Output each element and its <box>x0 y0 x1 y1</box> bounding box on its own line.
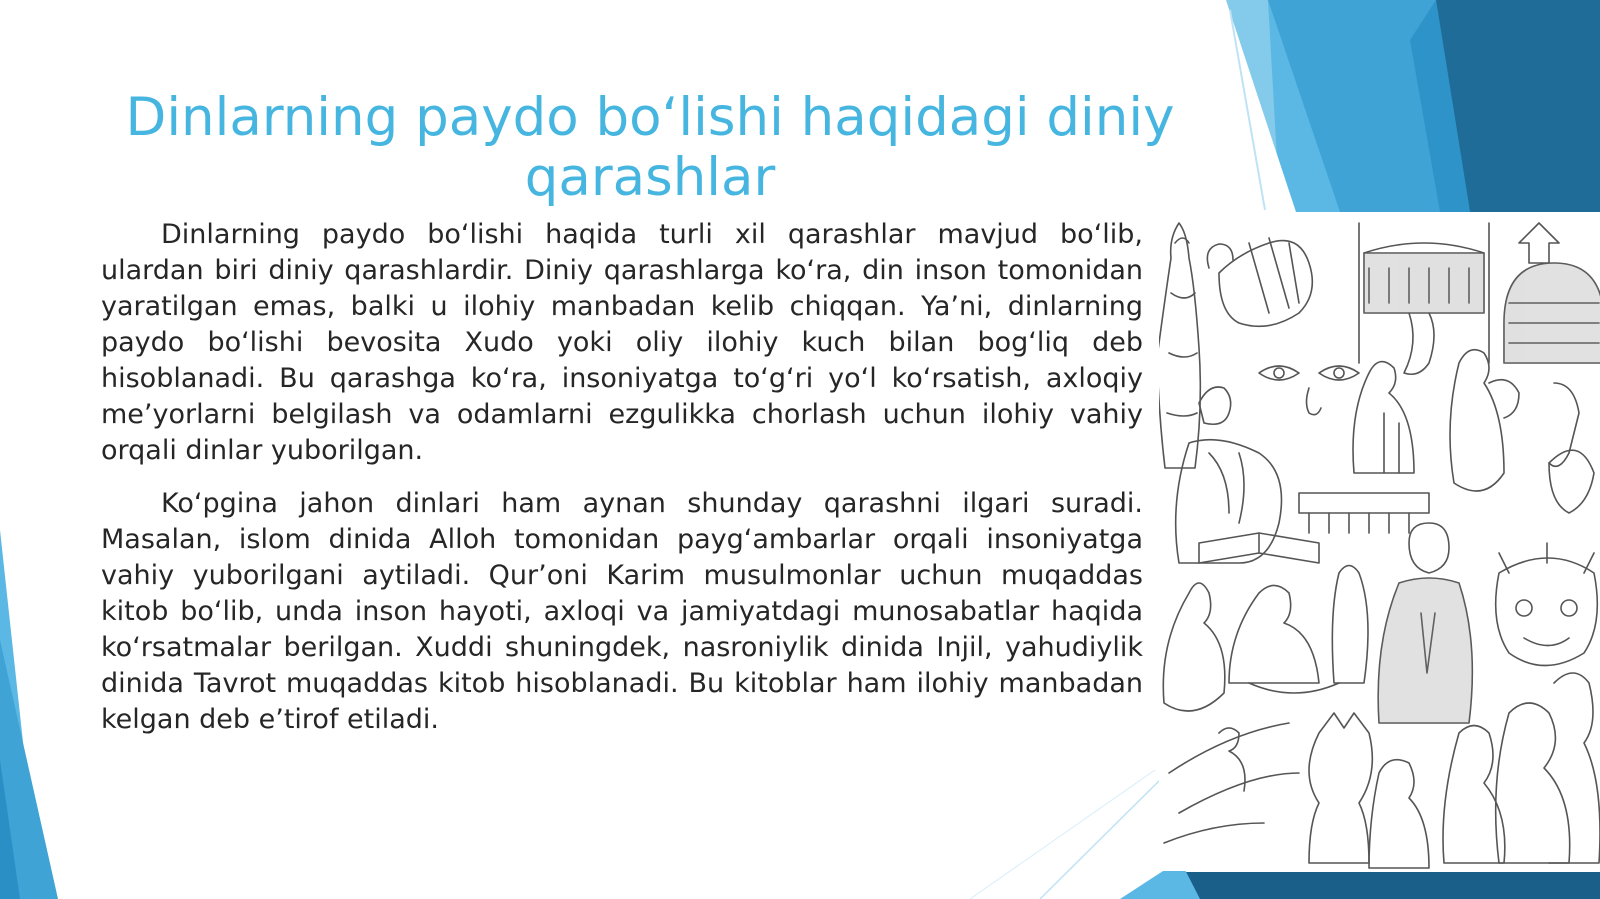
sketch-collage-icon <box>1159 213 1600 871</box>
paragraph-2: Ko‘pgina jahon dinlari ham aynan shunday qarashni ilgari suradi. Masalan, islom dinida Alloh tomonidan payg‘ambarlar orqali insoniyatga vahiy yuborilgani aytiladi. Qur’oni Karim musulmonlar uchun muqaddas kitob bo‘lib, unda inson hayoti, axloqi va jamiyatdagi munosabatlar haqida ko‘rsatmalar berilgan. Xuddi shuningdek, nasroniylik dinida Injil, yahudiylik dinida Tavrot muqaddas kitob hisoblanadi. Bu kitoblar ham ilohiy manbadan kelgan deb e’tirof etiladi. <box>101 488 1143 735</box>
slide-body <box>101 217 1143 755</box>
slide-title: Dinlarning paydo bo‘lishi haqidagi diniy qarashlar <box>125 87 1175 208</box>
religious-figures-sketch-image <box>1159 213 1600 871</box>
paragraph-1: Dinlarning paydo bo‘lishi haqida turli xil qarashlar mavjud bo‘lib, ulardan biri diniy qarashlardir. Diniy qarashlarga ko‘ra, din inson tomonidan yaratilgan emas, balki u ilohiy manbadan kelib chiqqan. Ya’ni, dinlarning paydo bo‘lishi bevosita Xudo yoki oliy ilohiy kuch bilan bog‘liq deb hisoblanadi. Bu qarashga ko‘ra, insoniyatga to‘g‘ri yo‘l ko‘rsatish, axloqiy me’yorlarni belgilash va odamlarni ezgulikka chorlash uchun ilohiy vahiy orqali dinlar yuborilgan. <box>101 219 1143 466</box>
